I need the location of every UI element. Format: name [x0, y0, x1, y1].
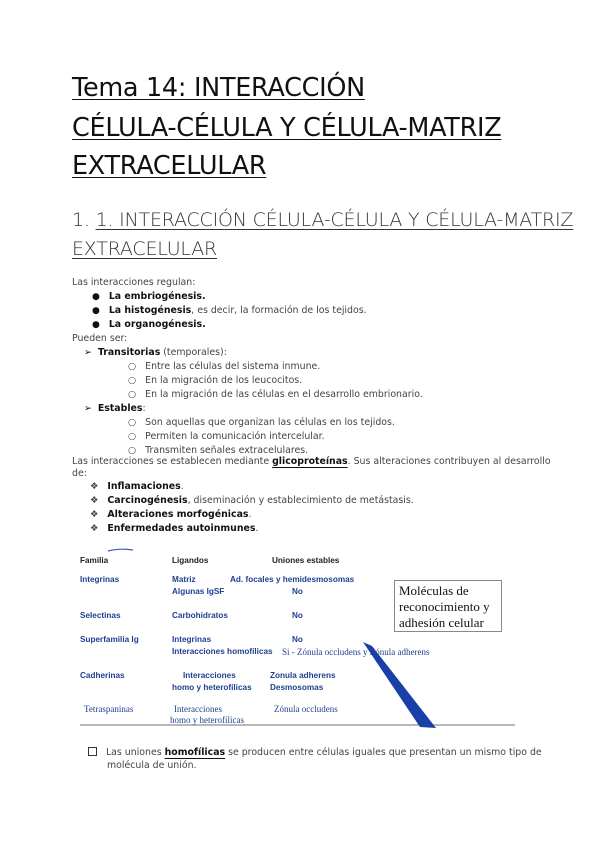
footer-paragraph-2: molécula de unión.	[107, 760, 197, 771]
table-cell: Si - Zónula occludens y Zónula adherens	[282, 647, 430, 657]
table-cell: Algunas IgSF	[172, 587, 225, 596]
list-item: ○ En la migración de los leucocitos.	[128, 375, 303, 386]
note-line-3: adhesión celular	[399, 615, 484, 630]
list-item: ❖ Inflamaciones.	[90, 481, 184, 492]
table-cell: Matriz	[172, 575, 196, 584]
header-swash	[108, 549, 133, 551]
bullet-dot-icon: ●	[92, 292, 100, 302]
bullet-dot-icon: ●	[92, 306, 100, 316]
note-line-2: reconocimiento y	[399, 599, 490, 614]
circle-bullet-icon: ○	[128, 389, 137, 400]
table-cell: No	[292, 611, 303, 620]
pueden-text: Pueden ser:	[72, 333, 128, 344]
list-item: ○ Transmiten señales extracelulares.	[128, 445, 309, 456]
table-cell: Carbohidratos	[172, 611, 228, 620]
table-cell: homo y heterofílicas	[172, 683, 252, 692]
list-item: ❖ Alteraciones morfogénicas.	[90, 509, 252, 520]
page-title-line-1: Tema 14: INTERACCIÓN	[72, 73, 365, 103]
table-cell: Integrinas	[80, 575, 120, 584]
list-item: ● La histogénesis, es decir, la formación de los tejidos.	[92, 305, 367, 316]
circle-bullet-icon: ○	[128, 431, 137, 442]
table-cell: Ad. focales y hemidesmosomas	[230, 575, 355, 584]
note-box	[394, 580, 502, 632]
table-cell: Interacciones homofílicas	[172, 647, 273, 656]
list-item: ❖ Enfermedades autoinmunes.	[90, 523, 259, 534]
list-item: ● La embriogénesis.	[92, 291, 206, 302]
table-cell: Superfamilia Ig	[80, 635, 139, 644]
list-item: ○ Entre las células del sistema inmune.	[128, 361, 321, 372]
glicoproteinas-text-2: de:	[72, 468, 87, 479]
section-number: 1.	[72, 209, 96, 231]
diamond-bullet-icon: ❖	[90, 481, 99, 492]
list-item: ➢ Estables:	[84, 403, 146, 414]
table-header-uniones: Uniones estables	[272, 556, 340, 565]
note-line-1: Moléculas de	[399, 583, 469, 598]
footer-paragraph: Las uniones homofílicas se producen entre células iguales que presentan un mismo tipo de	[88, 746, 542, 759]
table-cell: Zonula adherens	[270, 671, 336, 680]
table-cell: Interacciones	[183, 671, 236, 680]
arrow-bullet-icon: ➢	[84, 347, 92, 358]
list-item: ➢ Transitorias (temporales):	[84, 347, 227, 358]
diamond-bullet-icon: ❖	[90, 509, 99, 520]
diamond-bullet-icon: ❖	[90, 495, 99, 506]
list-item: ❖ Carcinogénesis, diseminación y establecimiento de metástasis.	[90, 495, 414, 506]
table-header-ligandos: Ligandos	[172, 556, 209, 565]
checkbox-bullet-icon	[88, 747, 97, 756]
table-cell: Cadherinas	[80, 671, 125, 680]
list-item: ● La organogénesis.	[92, 319, 206, 330]
list-item: ○ En la migración de las células en el desarrollo embrionario.	[128, 389, 423, 400]
table-cell: homo y heterofílicas	[170, 715, 244, 725]
bullet-dot-icon: ●	[92, 320, 100, 330]
glicoproteinas-text: Las interacciones se establecen mediante glicoproteínas. Sus alteraciones contribuyen al desarrollo	[72, 456, 551, 467]
circle-bullet-icon: ○	[128, 361, 137, 372]
page-title-line-3: EXTRACELULAR	[72, 151, 267, 181]
section-heading-line-2: EXTRACELULAR	[72, 238, 218, 260]
table-cell: Integrinas	[172, 635, 212, 644]
table-header-familia: Familia	[80, 556, 109, 565]
list-item: ○ Son aquellas que organizan las células en los tejidos.	[128, 417, 395, 428]
table-cell: No	[292, 635, 303, 644]
table-cell: No	[292, 587, 303, 596]
diamond-bullet-icon: ❖	[90, 523, 99, 534]
section-title-part-1: 1. INTERACCIÓN CÉLULA-CÉLULA Y CÉLULA-MATRIZ	[95, 209, 574, 231]
table-cell: Tetraspaninas	[84, 704, 134, 714]
circle-bullet-icon: ○	[128, 417, 137, 428]
circle-bullet-icon: ○	[128, 375, 137, 386]
table-cell: Desmosomas	[270, 683, 324, 692]
table-cell: Selectinas	[80, 611, 121, 620]
table-cell: Zónula occludens	[274, 704, 338, 714]
intro-text: Las interacciones regulan:	[72, 277, 196, 288]
list-item: ○ Permiten la comunicación intercelular.	[128, 431, 325, 442]
page-title-line-2: CÉLULA-CÉLULA Y CÉLULA-MATRIZ	[72, 113, 502, 143]
circle-bullet-icon: ○	[128, 445, 137, 456]
arrow-bullet-icon: ➢	[84, 403, 92, 414]
table-cell: Interacciones	[174, 704, 222, 714]
